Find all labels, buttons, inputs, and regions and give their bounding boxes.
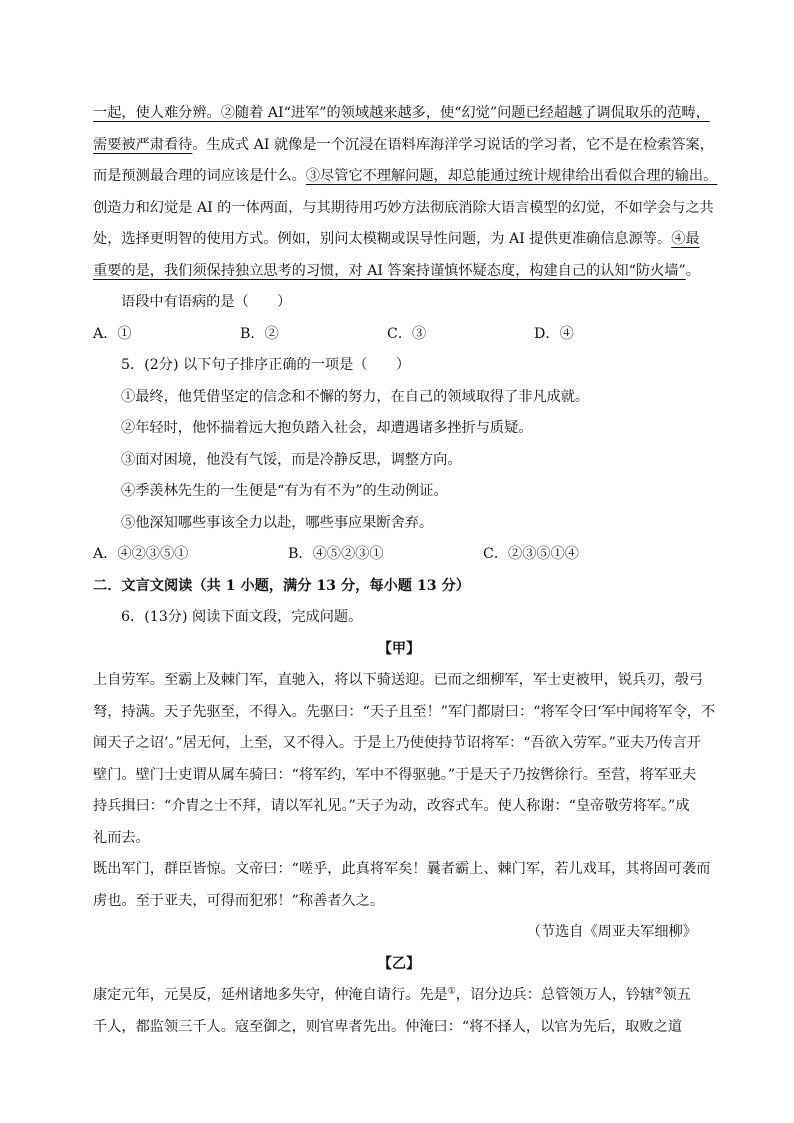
option-b[interactable]: B．② — [240, 325, 279, 342]
yi-line: 千人，都监领三千人。寇至御之，则官卑者先出。仲淹曰：“将不择人，以官为先后，取败之道 — [93, 1018, 682, 1035]
question-5-sentence: ③面对困境，他没有气馁，而是冷静反思，调整方向。 — [121, 451, 462, 468]
underlined-sentence-4-end: 重要的是，我们须保持独立思考的习惯，对 AI 答案持谨慎怀疑态度，构建自己的认知“防火墙” — [93, 262, 686, 279]
question-5-sentence: ⑤他深知哪些事该全力以赴，哪些事应果断舍弃。 — [121, 514, 434, 531]
jia-line: 弩，持满。天子先驱至，不得入。先驱曰：“天子且至！”军门都尉曰：“将军令曰‘军中闻将军令，不 — [93, 703, 716, 720]
page-content — [93, 98, 718, 1043]
underlined-sentence-2: ②随着 AI“进军”的领域越来越多，使“幻觉”问题已经超越了调侃取乐的范畴， — [220, 105, 710, 121]
yi-text: 领五 — [662, 987, 691, 1003]
passage-line — [93, 256, 705, 288]
passage-text: 而是预测最合理的词应该是什么。 — [93, 168, 306, 184]
passage-text: 处，选择更明智的使用方式。例如，别问太模糊或误导性问题，为 AI 提供更准确信息源等。 — [93, 231, 672, 247]
question-5-options — [93, 539, 705, 571]
option-c[interactable]: C．②③⑤①④ — [483, 546, 579, 562]
underlined-sentence-3: ③尽管它不理解问题，却总能通过统计规律给出看似合理的输出。 — [305, 168, 718, 184]
option-c[interactable]: C．③ — [387, 325, 427, 342]
question-4-stem: 语段中有语病的是（ ） — [121, 294, 292, 310]
question-5-stem: 5．(2分) 以下句子排序正确的一项是（ ） — [121, 357, 411, 373]
jia-line: 闻天子之诏’。”居无何，上至，又不得入。于是上乃使使持节诏将军：“吾欲入劳军。”亚夫乃传言开 — [93, 735, 701, 751]
jia-line: 壁门。壁门士吏谓从属车骑曰：“将军约，军中不得驱驰。”于是天子乃按辔徐行。至营，将军亚夫 — [93, 766, 697, 783]
passage-yi-title: 【乙】 — [377, 955, 421, 972]
passage-line — [93, 130, 714, 162]
jia-line: 持兵揖曰：“介胄之士不拜，请以军礼见。”天子为动，改容式车。使人称谢：“皇帝敬劳将军。”成 — [93, 798, 690, 814]
underlined-sentence-4: ④最 — [671, 231, 700, 247]
jia-line: 既出军门，群臣皆惊。文帝曰：“嗟乎，此真将军矣！曩者霸上、棘门军，若儿戏耳，其将固可袭而 — [93, 861, 711, 877]
yi-line — [93, 980, 705, 1012]
passage-line — [93, 224, 705, 256]
passage-line — [93, 98, 710, 130]
option-d[interactable]: D．④ — [534, 325, 574, 342]
passage-line — [93, 161, 718, 193]
underlined-text: 一起，使人难分辨。 — [93, 105, 221, 121]
passage-text: 。生成式 AI 就像是一个沉浸在语料库海洋学习说话的学习者，它不是在检索答案， — [192, 136, 714, 153]
passage-text: 。 — [685, 262, 700, 279]
option-b[interactable]: B．④⑤②③① — [288, 546, 384, 562]
jia-line: 礼而去。 — [93, 829, 150, 846]
jia-line: 虏也。至于亚夫，可得而犯邪！”称善者久之。 — [93, 892, 385, 909]
question-5-sentence: ②年轻时，他怀揣着远大抱负踏入社会，却遭遇诸多挫折与质疑。 — [121, 420, 533, 436]
passage-jia-title: 【甲】 — [377, 640, 421, 657]
yi-text: ，诏分边兵：总管领万人，钤辖 — [455, 987, 655, 1003]
footnote-marker-1[interactable]: ① — [447, 986, 456, 997]
question-6-stem: 6．(13分) 阅读下面文段，完成问题。 — [121, 609, 363, 625]
underlined-sentence-2-end: 需要被严肃看待 — [93, 136, 193, 153]
jia-line: 上自劳军。至霸上及棘门军，直驰入，将以下骑送迎。已而之细柳军，军士吏被甲，锐兵刃，彀弓 — [93, 672, 704, 688]
question-5-sentence: ④季羡林先生的一生便是“有为有不为”的生动例证。 — [121, 483, 448, 499]
passage-line: 创造力和幻觉是 AI 的一体两面，与其期待用巧妙方法彻底消除大语言模型的幻觉，不如学会与之共 — [93, 199, 714, 216]
option-a[interactable]: A．④②③⑤① — [93, 546, 189, 562]
question-4-options — [93, 319, 705, 351]
yi-text: 康定元年，元昊反，延州诸地多失守，仲淹自请行。先是 — [93, 987, 448, 1003]
jia-source: （节选自《周亚夫军细柳》 — [526, 924, 697, 940]
footnote-marker-2[interactable]: ② — [654, 986, 663, 997]
option-a[interactable]: A．① — [93, 325, 132, 342]
section-heading: 二．文言文阅读（共 1 小题，满分 13 分，每小题 13 分） — [93, 577, 470, 594]
question-5-sentence: ①最终，他凭借坚定的信念和不懈的努力，在自己的领域取得了非凡成就。 — [121, 388, 590, 405]
